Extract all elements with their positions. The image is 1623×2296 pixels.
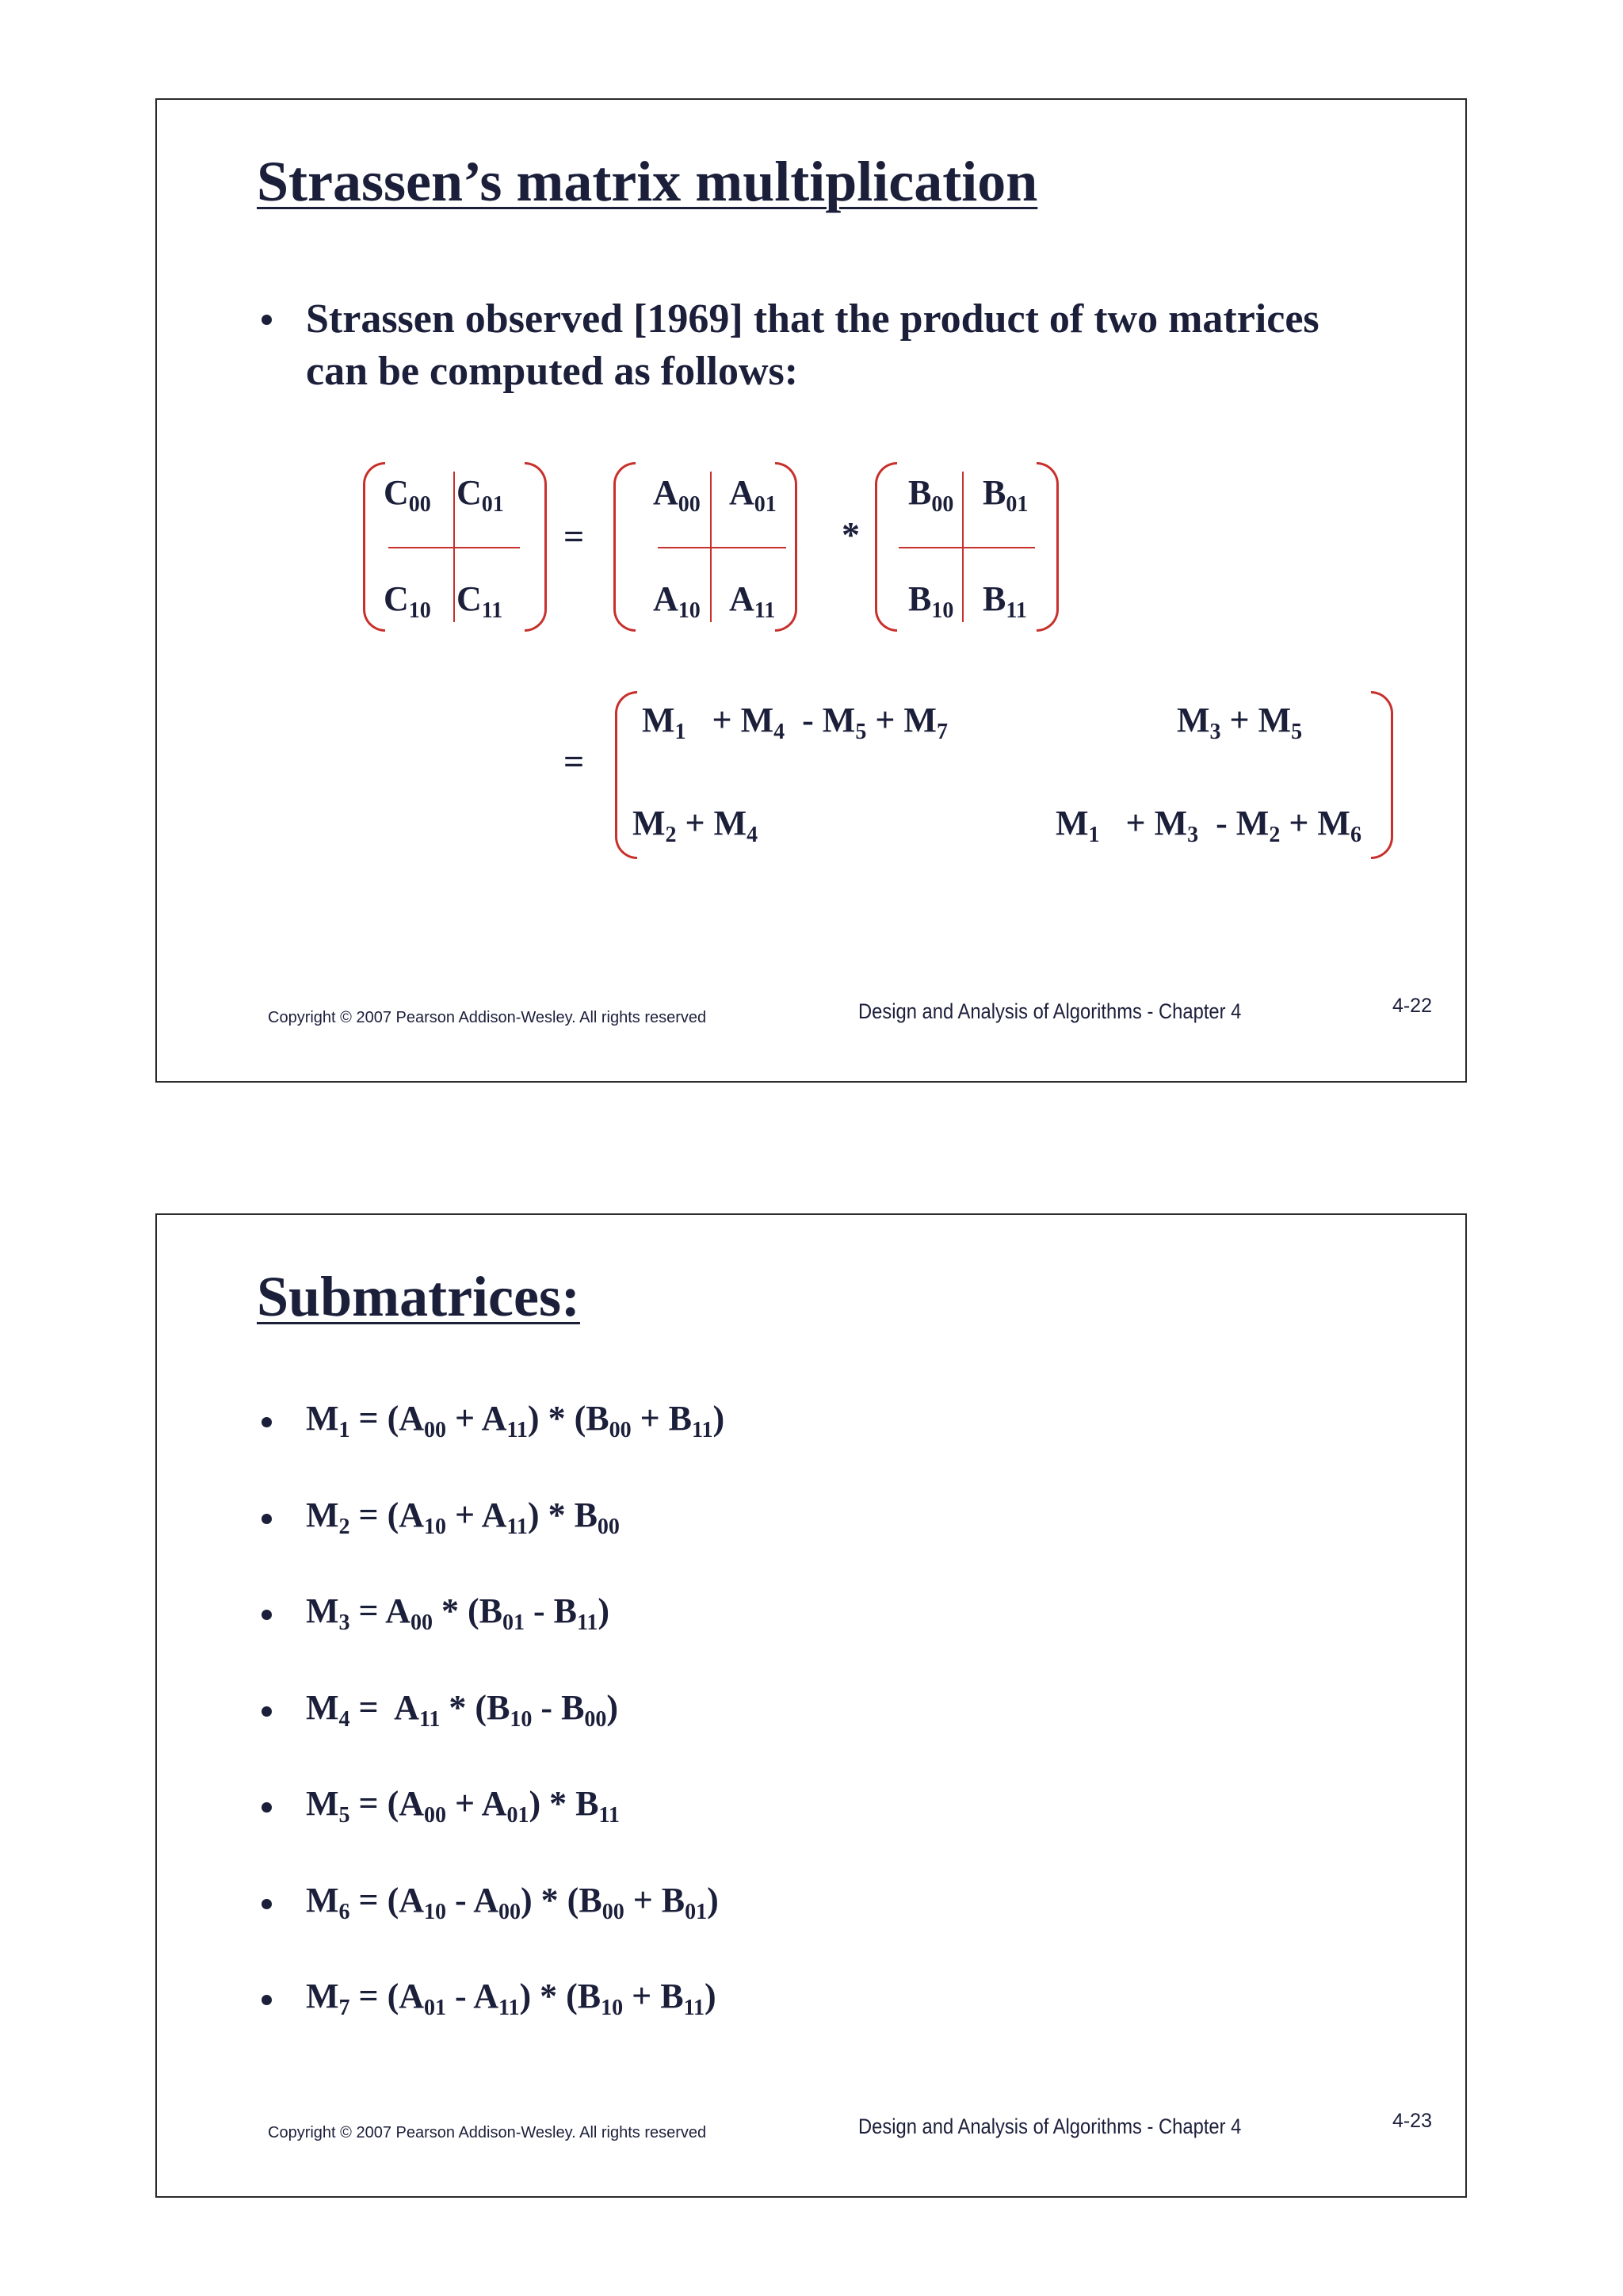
cell-b10: $B_{10}$ [908,579,954,623]
equals-sign-result: = [563,741,585,781]
course-title: Design and Analysis of Algorithms - Chapter 4 [858,2115,1242,2138]
submatrix-formula-m6: $M_6 = (A_{10} - A_{00}) * (B_{00} + B_{01})$ [306,1880,719,1924]
bullet-icon [262,1610,272,1620]
bullet-text-line-2: can be computed as follows: [306,349,799,394]
slide-title: Strassen’s matrix multiplication [257,150,1038,213]
cell-b11: $B_{11}$ [983,579,1027,623]
result-cell-bottom-right: $M_1 + M_3 - M_2 + M_6$ [1056,804,1361,847]
submatrix-formula-m2: $M_2 = (A_{10} + A_{11}) * B_{00}$ [306,1495,620,1539]
left-paren [613,462,636,632]
result-cell-top-left: $M_1 + M_4 - M_5 + M_7$ [642,701,948,744]
cell-c01: $C_{01}$ [456,473,504,517]
bullet-icon [262,1706,272,1717]
cell-a11: $A_{11}$ [729,579,776,623]
submatrix-formula-m1: $M_1 = (A_{00} + A_{11}) * (B_{00} + B_{11})$ [306,1399,725,1442]
course-title: Design and Analysis of Algorithms - Chapter 4 [858,999,1242,1023]
left-paren [363,462,385,632]
bullet-text-line-1: Strassen observed [1969] that the product of two matrices [306,296,1319,342]
matrix-divider-v [710,472,712,622]
cell-b00: $B_{00}$ [908,473,954,517]
bullet-icon [262,1514,272,1524]
cell-b01: $B_{01}$ [983,473,1029,517]
matrix-divider-v [453,472,455,622]
right-paren [525,462,547,632]
result-matrix [615,691,1393,859]
cell-c10: $C_{10}$ [384,579,431,623]
slide-4-22 [155,98,1467,1083]
result-cell-bottom-left: $M_2 + M_4$ [632,804,758,847]
matrix-c [363,462,547,632]
bullet-icon [262,1995,272,2005]
bullet-icon [262,1899,272,1909]
bullet-icon [262,1417,272,1427]
left-paren [875,462,897,632]
submatrix-formula-m5: $M_5 = (A_{00} + A_{01}) * B_{11}$ [306,1784,620,1828]
equals-sign: = [563,516,585,556]
submatrix-formula-m3: $M_3 = A_{00} * (B_{01} - B_{11})$ [306,1591,610,1635]
result-cell-top-right: $M_3 + M_5$ [1177,701,1303,744]
right-paren [1037,462,1059,632]
page-number: 4-23 [1392,2110,1432,2132]
matrix-b [875,462,1059,632]
matrix-divider-v [962,472,964,622]
submatrix-formula-m4: $M_4 = A_{11} * (B_{10} - B_{00})$ [306,1687,619,1732]
copyright-text: Copyright © 2007 Pearson Addison-Wesley. All rights reserved [268,1009,707,1026]
submatrix-formula-m7: $M_7 = (A_{01} - A_{11}) * (B_{10} + B_{11})$ [306,1977,716,2020]
matrix-a [613,462,797,632]
multiply-sign: * [842,514,860,555]
matrix-divider-h [899,547,1035,548]
page-number: 4-22 [1392,995,1432,1017]
copyright-text: Copyright © 2007 Pearson Addison-Wesley. All rights reserved [268,2124,707,2141]
cell-c11: $C_{11}$ [456,579,503,623]
slide-title: Submatrices: [257,1265,580,1328]
bullet-icon [262,315,272,325]
cell-c00: $C_{00}$ [384,473,431,517]
cell-a01: $A_{01}$ [729,473,777,517]
slide-4-23 [155,1213,1467,2198]
right-paren [1371,691,1393,859]
cell-a00: $A_{00}$ [653,473,701,517]
matrix-divider-h [658,547,786,548]
cell-a10: $A_{10}$ [653,579,701,623]
bullet-icon [262,1802,272,1813]
